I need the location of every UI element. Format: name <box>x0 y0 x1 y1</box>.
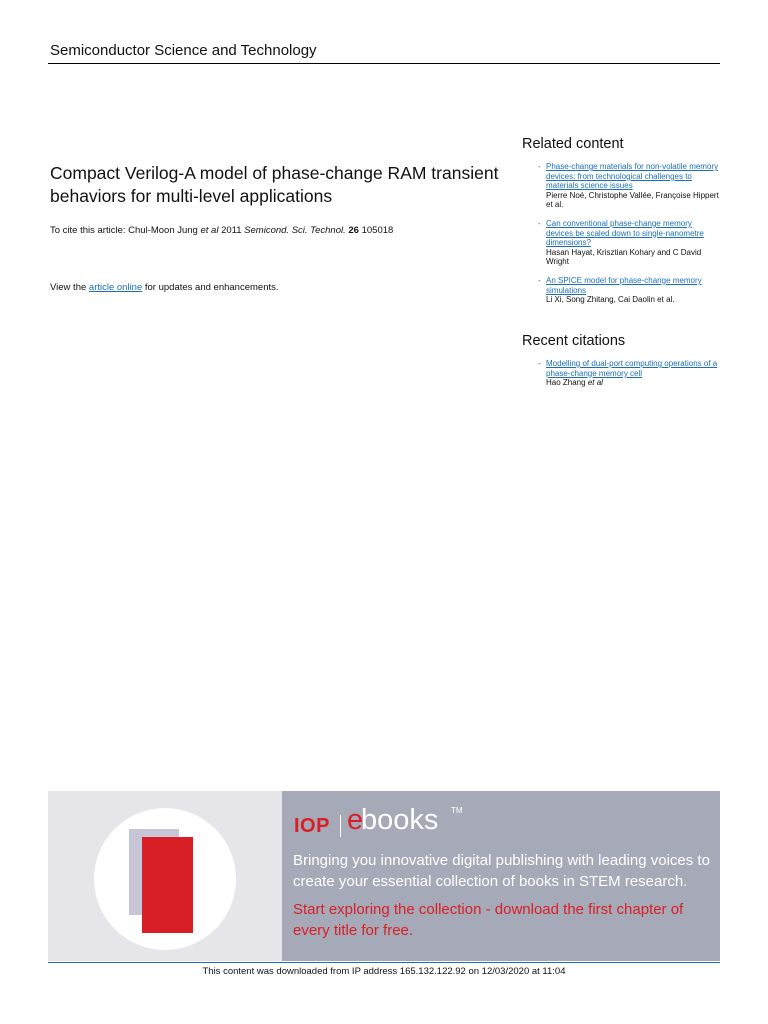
citation-prefix: To cite this article: Chul-Moon Jung <box>50 225 201 236</box>
related-authors-3: Li Xi, Song Zhitang, Cai Daolin et al. <box>546 295 675 305</box>
related-link-3[interactable]: - An SPICE model for phase-change memory simulations <box>546 275 702 295</box>
banner-bottom-rule <box>48 962 720 963</box>
recent-link-1[interactable]: - Modelling of dual-port computing operations of a phase-change memory cell <box>546 359 718 378</box>
banner-call-to-action[interactable]: Start exploring the collection - download the first chapter of every title for free. <box>293 901 684 939</box>
view-suffix: for updates and enhancements. <box>142 282 279 293</box>
book-front-graphic <box>142 837 193 933</box>
download-notice: This content was downloaded from IP address 165.132.122.92 on 12/03/2020 at 11:04 <box>202 966 566 977</box>
list-item <box>538 162 720 210</box>
logo-e-text: e <box>347 804 364 836</box>
recent-authors-1 <box>546 378 720 388</box>
related-content-heading: Related content <box>522 136 624 152</box>
citation-number: 105018 <box>358 225 394 236</box>
logo-separator <box>340 815 341 837</box>
citation-etal: et al <box>200 225 219 236</box>
logo-books-text: books <box>361 804 439 836</box>
related-link-1[interactable]: - Phase-change materials for non-volatile memory devices: from technological challenges to materials science issues <box>546 162 719 191</box>
iop-ebooks-banner[interactable] <box>48 791 720 961</box>
logo-iop-text: IOP <box>294 815 330 837</box>
citation-journal: Semicond. Sci. Technol. <box>244 225 346 236</box>
header-divider <box>48 63 720 64</box>
related-link-2[interactable]: - Can conventional phase-change memory devices be scaled down to single-nanometre dimensions? <box>546 218 704 248</box>
recent-author-name: Hao Zhang <box>546 378 588 388</box>
banner-illustration <box>48 791 282 961</box>
related-authors-2: Hasan Hayat, Krisztian Kohary and C David Wright <box>546 247 702 267</box>
journal-name: Semiconductor Science and Technology <box>50 42 317 59</box>
citation-year: 2011 <box>218 225 245 236</box>
logo-trademark: TM <box>451 806 463 815</box>
article-online-link[interactable]: article online <box>88 282 143 293</box>
view-online-line <box>50 282 279 293</box>
related-authors-1: Pierre Noé, Christophe Vallée, Françoise Hippert et al. <box>546 190 719 210</box>
list-item <box>538 276 720 305</box>
banner-text-panel <box>282 791 720 961</box>
list-item <box>538 219 720 267</box>
list-item <box>538 359 720 388</box>
article-title: Compact Verilog-A model of phase-change RAM transient behaviors for multi-level applications <box>50 163 499 206</box>
citation-line <box>50 225 393 236</box>
citation-volume: 26 <box>348 225 359 236</box>
recent-citations-heading: Recent citations <box>522 333 626 349</box>
recent-citations-list <box>538 359 720 397</box>
view-prefix: View the <box>50 282 89 293</box>
recent-author-etal: et al <box>587 378 603 388</box>
banner-tagline: Bringing you innovative digital publishing with leading voices to create your essential collection of books in STEM research. <box>293 852 710 890</box>
related-content-list <box>538 162 720 314</box>
